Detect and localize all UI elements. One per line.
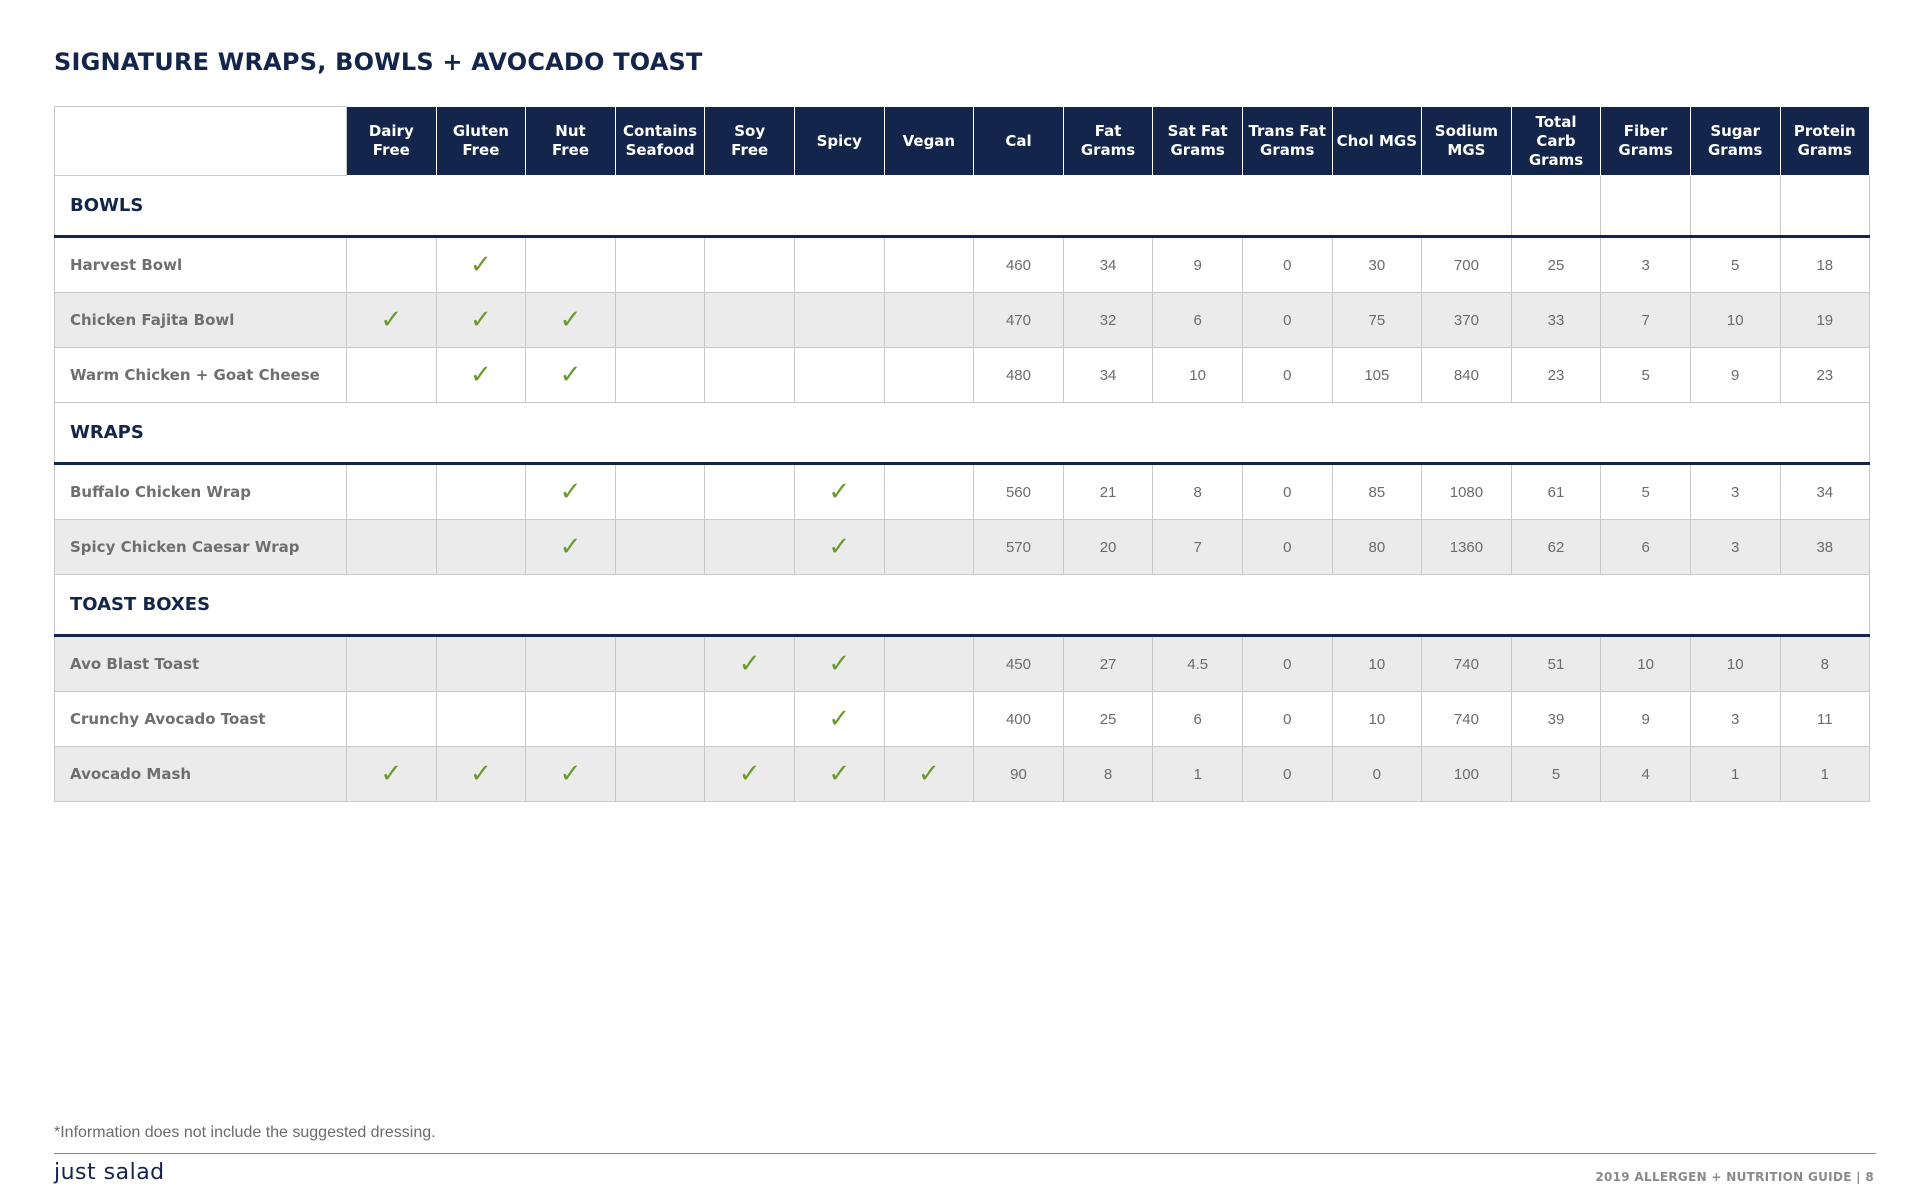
nutrition-value: 0	[1242, 747, 1332, 802]
flag-cell	[615, 348, 705, 403]
flag-cell	[526, 636, 616, 692]
nutrition-value: 0	[1242, 348, 1332, 403]
nutrition-value: 5	[1601, 348, 1691, 403]
nutrition-value: 18	[1780, 237, 1870, 293]
nutrition-value: 19	[1780, 293, 1870, 348]
flag-cell	[794, 348, 884, 403]
flag-cell	[436, 237, 526, 293]
flag-cell	[705, 464, 795, 520]
flag-cell	[436, 464, 526, 520]
flag-cell	[884, 520, 974, 575]
nutrition-value: 1	[1780, 747, 1870, 802]
column-header-text: Soy	[734, 122, 766, 140]
flag-cell	[705, 348, 795, 403]
nutrition-value: 34	[1063, 237, 1153, 293]
nutrition-value: 9	[1601, 692, 1691, 747]
nutrition-value: 5	[1511, 747, 1601, 802]
nutrition-value: 10	[1332, 692, 1422, 747]
nutrition-value: 1	[1690, 747, 1780, 802]
flag-cell	[526, 464, 616, 520]
column-header-text: Free	[551, 141, 589, 159]
nutrition-value: 570	[974, 520, 1064, 575]
nutrition-value: 8	[1153, 464, 1243, 520]
column-header-text: MGS	[1447, 141, 1486, 159]
column-header-text: Sugar	[1710, 122, 1761, 140]
flag-cell	[526, 747, 616, 802]
flag-cell	[347, 464, 437, 520]
flag-cell	[347, 520, 437, 575]
nutrition-value: 370	[1422, 293, 1512, 348]
flag-cell	[884, 636, 974, 692]
nutrition-value: 38	[1780, 520, 1870, 575]
column-header	[884, 107, 974, 176]
nutrition-value: 1	[1153, 747, 1243, 802]
checkmark-icon: ✓	[828, 704, 851, 734]
checkmark-icon: ✓	[559, 360, 582, 390]
column-header	[1242, 107, 1332, 176]
nutrition-value: 5	[1601, 464, 1691, 520]
flag-cell	[615, 520, 705, 575]
checkmark-icon: ✓	[828, 759, 851, 789]
nutrition-value: 25	[1063, 692, 1153, 747]
column-header-text: Sodium	[1434, 122, 1499, 140]
column-header-text: Free	[462, 141, 500, 159]
column-header	[1422, 107, 1512, 176]
flag-cell	[794, 692, 884, 747]
footer-divider	[54, 1153, 1876, 1154]
nutrition-value: 1080	[1422, 464, 1512, 520]
nutrition-value: 6	[1153, 692, 1243, 747]
flag-cell	[794, 747, 884, 802]
nutrition-value: 23	[1780, 348, 1870, 403]
flag-cell	[705, 237, 795, 293]
flag-cell	[794, 464, 884, 520]
flag-cell	[884, 464, 974, 520]
nutrition-value: 470	[974, 293, 1064, 348]
checkmark-icon: ✓	[738, 759, 761, 789]
nutrition-value: 4	[1601, 747, 1691, 802]
nutrition-value: 1360	[1422, 520, 1512, 575]
nutrition-value: 62	[1511, 520, 1601, 575]
nutrition-value: 51	[1511, 636, 1601, 692]
nutrition-value: 105	[1332, 348, 1422, 403]
nutrition-value: 9	[1153, 237, 1243, 293]
flag-cell	[615, 237, 705, 293]
nutrition-value: 30	[1332, 237, 1422, 293]
flag-cell	[347, 636, 437, 692]
flag-cell	[526, 348, 616, 403]
table-row	[55, 692, 1870, 747]
nutrition-value: 400	[974, 692, 1064, 747]
flag-cell	[347, 348, 437, 403]
nutrition-value: 80	[1332, 520, 1422, 575]
column-header-text: Grams	[1618, 141, 1673, 159]
column-header-text: Gluten	[452, 122, 509, 140]
item-name: Avo Blast Toast	[55, 636, 347, 692]
checkmark-icon: ✓	[469, 360, 492, 390]
nutrition-value: 0	[1242, 636, 1332, 692]
section-row	[55, 575, 1870, 636]
section-row	[55, 176, 1870, 237]
column-header-text: Contains	[623, 122, 698, 140]
checkmark-icon: ✓	[559, 477, 582, 507]
nutrition-value: 700	[1422, 237, 1512, 293]
column-header-text: Grams	[1708, 141, 1763, 159]
item-name: Spicy Chicken Caesar Wrap	[55, 520, 347, 575]
nutrition-value: 840	[1422, 348, 1512, 403]
nutrition-value: 0	[1332, 747, 1422, 802]
column-header-text: Total	[1535, 112, 1577, 131]
flag-cell	[526, 692, 616, 747]
flag-cell	[347, 237, 437, 293]
column-header-text: Cal	[1005, 131, 1032, 150]
nutrition-value: 34	[1780, 464, 1870, 520]
flag-cell	[436, 293, 526, 348]
flag-cell	[884, 747, 974, 802]
footnote: *Information does not include the suggested dressing.	[54, 1124, 436, 1141]
column-header-text: Grams	[1260, 141, 1315, 159]
column-header-text: Grams	[1528, 150, 1584, 169]
flag-cell	[615, 747, 705, 802]
nutrition-table	[54, 106, 1870, 802]
nutrition-value: 0	[1242, 464, 1332, 520]
column-header	[526, 107, 616, 176]
column-header	[1332, 107, 1422, 176]
nutrition-value: 61	[1511, 464, 1601, 520]
section-empty-cell	[1690, 176, 1780, 237]
nutrition-value: 32	[1063, 293, 1153, 348]
column-header-text: Grams	[1797, 141, 1852, 159]
column-header-text: Free	[731, 141, 769, 159]
column-header	[1511, 107, 1601, 176]
nutrition-value: 10	[1690, 293, 1780, 348]
flag-cell	[794, 237, 884, 293]
page-title: SIGNATURE WRAPS, BOWLS + AVOCADO TOAST	[54, 48, 703, 76]
column-header-text: Nut	[555, 122, 586, 140]
nutrition-value: 7	[1601, 293, 1691, 348]
nutrition-value: 3	[1690, 692, 1780, 747]
nutrition-value: 8	[1063, 747, 1153, 802]
nutrition-value: 5	[1690, 237, 1780, 293]
checkmark-icon: ✓	[559, 759, 582, 789]
table-row	[55, 237, 1870, 293]
flag-cell	[615, 636, 705, 692]
nutrition-value: 6	[1153, 293, 1243, 348]
brand-logo: just salad	[54, 1160, 165, 1185]
column-header-text: Sat Fat	[1167, 122, 1228, 140]
column-header	[1690, 107, 1780, 176]
nutrition-value: 9	[1690, 348, 1780, 403]
checkmark-icon: ✓	[469, 759, 492, 789]
nutrition-value: 75	[1332, 293, 1422, 348]
nutrition-value: 3	[1690, 520, 1780, 575]
nutrition-value: 0	[1242, 692, 1332, 747]
flag-cell	[705, 692, 795, 747]
column-header	[1780, 107, 1870, 176]
nutrition-value: 740	[1422, 692, 1512, 747]
flag-cell	[884, 692, 974, 747]
checkmark-icon: ✓	[469, 305, 492, 335]
nutrition-value: 450	[974, 636, 1064, 692]
flag-cell	[794, 636, 884, 692]
flag-cell	[436, 520, 526, 575]
nutrition-value: 6	[1601, 520, 1691, 575]
table-row	[55, 464, 1870, 520]
flag-cell	[347, 692, 437, 747]
flag-cell	[884, 293, 974, 348]
flag-cell	[526, 237, 616, 293]
flag-cell	[794, 293, 884, 348]
column-header-text: Free	[372, 141, 410, 159]
column-header	[1063, 107, 1153, 176]
checkmark-icon: ✓	[828, 532, 851, 562]
flag-cell	[436, 636, 526, 692]
column-header-text: Fiber	[1623, 122, 1668, 140]
nutrition-value: 0	[1242, 520, 1332, 575]
flag-cell	[436, 348, 526, 403]
column-header-text: Seafood	[625, 141, 695, 159]
nutrition-value: 10	[1690, 636, 1780, 692]
column-header	[705, 107, 795, 176]
flag-cell	[436, 747, 526, 802]
item-name: Chicken Fajita Bowl	[55, 293, 347, 348]
column-header-text: Protein	[1793, 122, 1856, 140]
item-name: Warm Chicken + Goat Cheese	[55, 348, 347, 403]
column-header	[1601, 107, 1691, 176]
nutrition-value: 3	[1690, 464, 1780, 520]
table-row	[55, 747, 1870, 802]
column-header	[974, 107, 1064, 176]
nutrition-value: 23	[1511, 348, 1601, 403]
column-header	[436, 107, 526, 176]
header-corner	[55, 107, 347, 176]
section-empty-cell	[1780, 176, 1870, 237]
item-name: Buffalo Chicken Wrap	[55, 464, 347, 520]
nutrition-value: 0	[1242, 293, 1332, 348]
section-label: BOWLS	[55, 176, 1512, 237]
checkmark-icon: ✓	[738, 649, 761, 679]
column-header	[1153, 107, 1243, 176]
checkmark-icon: ✓	[559, 305, 582, 335]
section-empty-cell	[1511, 176, 1601, 237]
flag-cell	[705, 636, 795, 692]
flag-cell	[615, 293, 705, 348]
flag-cell	[526, 520, 616, 575]
nutrition-value: 4.5	[1153, 636, 1243, 692]
checkmark-icon: ✓	[380, 305, 403, 335]
footer-page-info: 2019 ALLERGEN + NUTRITION GUIDE | 8	[1595, 1170, 1874, 1184]
flag-cell	[615, 692, 705, 747]
nutrition-value: 85	[1332, 464, 1422, 520]
column-header-text: Grams	[1170, 141, 1225, 159]
checkmark-icon: ✓	[559, 532, 582, 562]
column-header	[615, 107, 705, 176]
flag-cell	[794, 520, 884, 575]
nutrition-value: 100	[1422, 747, 1512, 802]
checkmark-icon: ✓	[917, 759, 940, 789]
nutrition-value: 740	[1422, 636, 1512, 692]
checkmark-icon: ✓	[828, 649, 851, 679]
checkmark-icon: ✓	[828, 477, 851, 507]
column-header-text: Dairy	[368, 122, 414, 140]
column-header-text: Vegan	[902, 131, 956, 150]
column-header-text: Chol MGS	[1336, 131, 1418, 150]
nutrition-value: 34	[1063, 348, 1153, 403]
flag-cell	[705, 520, 795, 575]
nutrition-value: 10	[1601, 636, 1691, 692]
column-header-text: Carb	[1536, 131, 1576, 150]
nutrition-value: 560	[974, 464, 1064, 520]
nutrition-value: 0	[1242, 237, 1332, 293]
flag-cell	[347, 747, 437, 802]
column-header	[794, 107, 884, 176]
nutrition-value: 25	[1511, 237, 1601, 293]
nutrition-value: 33	[1511, 293, 1601, 348]
nutrition-value: 21	[1063, 464, 1153, 520]
nutrition-value: 90	[974, 747, 1064, 802]
nutrition-value: 10	[1153, 348, 1243, 403]
column-header-text: Trans Fat	[1248, 122, 1327, 140]
item-name: Avocado Mash	[55, 747, 347, 802]
checkmark-icon: ✓	[469, 250, 492, 280]
table-row	[55, 520, 1870, 575]
column-header-text: Fat	[1094, 122, 1122, 140]
column-header	[347, 107, 437, 176]
flag-cell	[436, 692, 526, 747]
flag-cell	[884, 237, 974, 293]
nutrition-value: 10	[1332, 636, 1422, 692]
nutrition-value: 8	[1780, 636, 1870, 692]
nutrition-value: 11	[1780, 692, 1870, 747]
header-row	[55, 107, 1870, 176]
nutrition-value: 460	[974, 237, 1064, 293]
nutrition-value: 3	[1601, 237, 1691, 293]
nutrition-value: 27	[1063, 636, 1153, 692]
flag-cell	[347, 293, 437, 348]
item-name: Harvest Bowl	[55, 237, 347, 293]
item-name: Crunchy Avocado Toast	[55, 692, 347, 747]
section-row	[55, 403, 1870, 464]
checkmark-icon: ✓	[380, 759, 403, 789]
table-row	[55, 293, 1870, 348]
flag-cell	[705, 747, 795, 802]
nutrition-value: 7	[1153, 520, 1243, 575]
nutrition-value: 480	[974, 348, 1064, 403]
section-empty-cell	[1601, 176, 1691, 237]
flag-cell	[705, 293, 795, 348]
flag-cell	[884, 348, 974, 403]
table-body	[55, 176, 1870, 802]
table-row	[55, 636, 1870, 692]
flag-cell	[615, 464, 705, 520]
column-header-text: Spicy	[816, 131, 862, 150]
section-label: TOAST BOXES	[55, 575, 1870, 636]
column-header-text: Grams	[1080, 141, 1136, 159]
flag-cell	[526, 293, 616, 348]
nutrition-value: 20	[1063, 520, 1153, 575]
table-row	[55, 348, 1870, 403]
nutrition-value: 39	[1511, 692, 1601, 747]
section-label: WRAPS	[55, 403, 1870, 464]
